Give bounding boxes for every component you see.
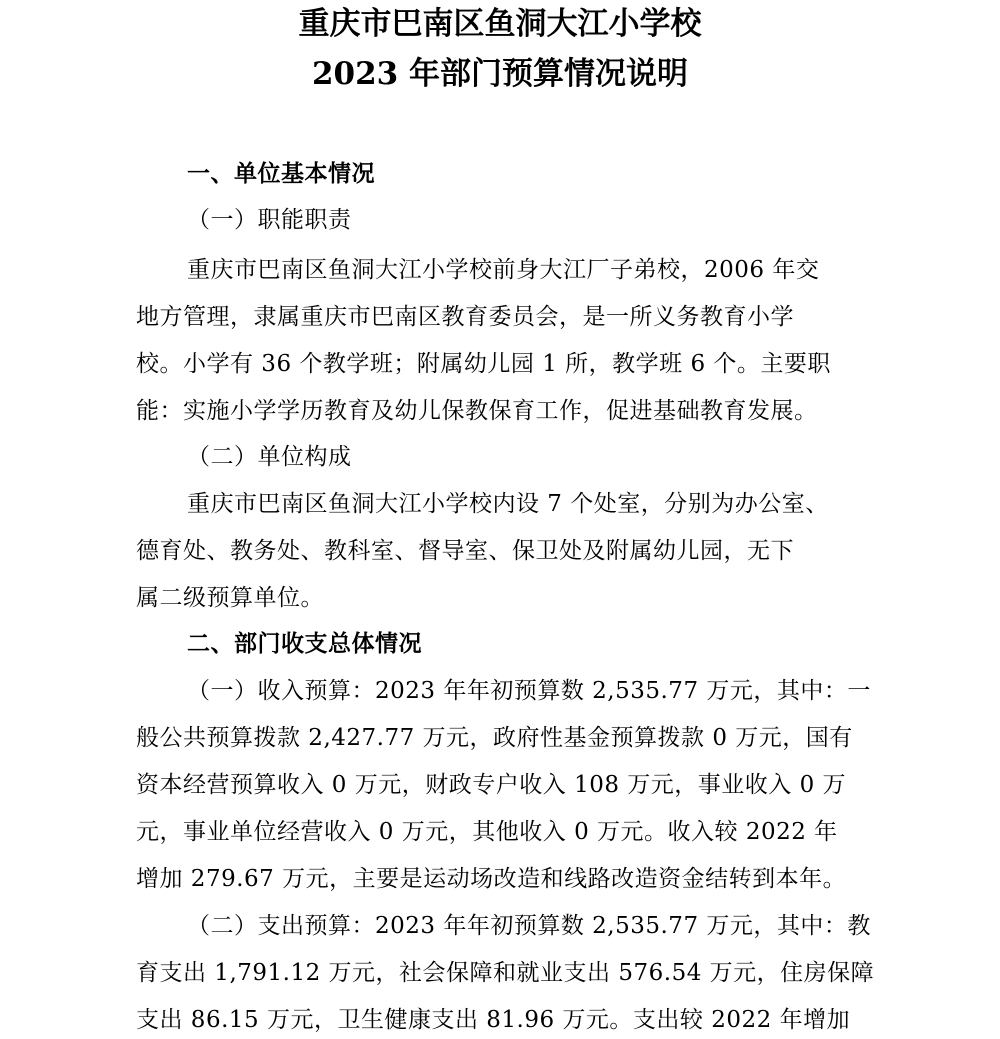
paragraph-line: 能：实施小学学历教育及幼儿保教保育工作，促进基础教育发展。 — [136, 398, 818, 424]
paragraph-line: 资本经营预算收入 0 万元，财政专户收入 108 万元，事业收入 0 万 — [136, 772, 847, 798]
paragraph-line: 地方管理，隶属重庆市巴南区教育委员会，是一所义务教育小学 — [136, 304, 794, 330]
paragraph-line: 支出 86.15 万元，卫生健康支出 81.96 万元。支出较 2022 年增加 — [136, 1007, 851, 1033]
paragraph-line: 增加 279.67 万元，主要是运动场改造和线路改造资金结转到本年。 — [136, 866, 847, 892]
subsection-heading-duties: （一）职能职责 — [187, 207, 352, 233]
paragraph-line: 属二级预算单位。 — [136, 585, 324, 611]
paragraph-line: 德育处、教务处、教科室、督导室、保卫处及附属幼儿园，无下 — [136, 538, 794, 564]
paragraph-line: 重庆市巴南区鱼洞大江小学校内设 7 个处室，分别为办公室、 — [187, 491, 829, 517]
section-heading-budget-overview: 二、部门收支总体情况 — [187, 631, 422, 657]
paragraph-line: （二）支出预算：2023 年年初预算数 2,535.77 万元，其中：教 — [187, 913, 871, 939]
document-title-line1: 重庆市巴南区鱼洞大江小学校 — [298, 6, 702, 42]
subsection-heading-structure: （二）单位构成 — [187, 444, 352, 470]
paragraph-line: 般公共预算拨款 2,427.77 万元，政府性基金预算拨款 0 万元，国有 — [136, 725, 853, 751]
paragraph-line: （一）收入预算：2023 年年初预算数 2,535.77 万元，其中：一 — [187, 678, 871, 704]
document-title-line2: 2023 年部门预算情况说明 — [311, 56, 689, 92]
paragraph-line: 校。小学有 36 个教学班；附属幼儿园 1 所，教学班 6 个。主要职 — [136, 351, 831, 377]
paragraph-line: 育支出 1,791.12 万元，社会保障和就业支出 576.54 万元，住房保障 — [136, 960, 875, 986]
section-heading-basic-info: 一、单位基本情况 — [187, 161, 375, 187]
paragraph-line: 元，事业单位经营收入 0 万元，其他收入 0 万元。收入较 2022 年 — [136, 819, 838, 845]
paragraph-line: 重庆市巴南区鱼洞大江小学校前身大江厂子弟校，2006 年交 — [187, 257, 820, 283]
